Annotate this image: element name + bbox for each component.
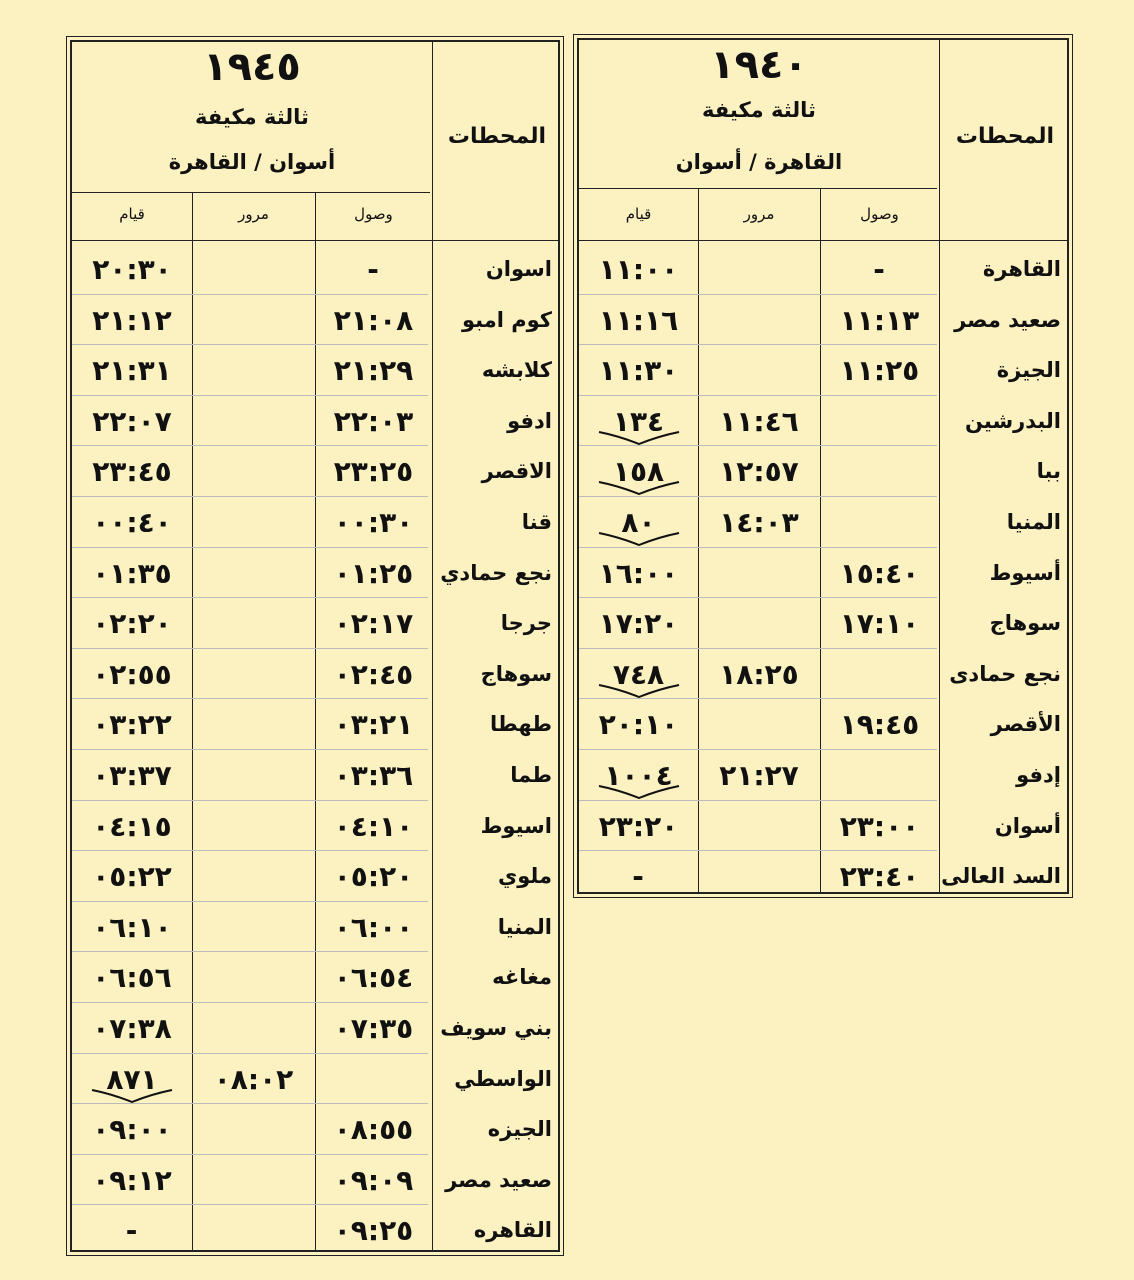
- depart-time: ١١:١٦: [598, 303, 679, 337]
- table-year: ١٩٤٠: [710, 42, 808, 88]
- station-name: قنا: [521, 510, 552, 534]
- timetable-1940: [577, 38, 1069, 894]
- row-divider: [579, 344, 937, 345]
- pass-time: [192, 396, 315, 447]
- arrival-time: ١١:٢٥: [839, 354, 920, 388]
- station-name: الأقصر: [990, 712, 1061, 737]
- arrival-time: [315, 1054, 432, 1105]
- station-name: إدفو: [1016, 763, 1061, 787]
- row-divider: [72, 648, 428, 649]
- table-class-label: ثالثة مكيفة: [195, 105, 309, 129]
- header-bottom-rule: [579, 240, 1067, 241]
- depart-time: ١٦:٠٠: [598, 556, 679, 590]
- station-name: طما: [510, 763, 552, 787]
- pass-time: [192, 1155, 315, 1206]
- depart-time: ٠٤:١٥: [92, 809, 172, 843]
- pass-header: مرور: [743, 205, 775, 223]
- table-row: [579, 699, 1067, 750]
- arrival-time: ٢١:٢٩: [333, 354, 414, 388]
- depart-time: ٢٣:٤٥: [92, 455, 172, 489]
- arrival-time: ٠٩:٠٩: [333, 1163, 414, 1197]
- pass-time: [698, 548, 820, 599]
- table-row: [72, 1104, 558, 1155]
- arrival-time: ٠٧:٣٥: [333, 1012, 414, 1045]
- row-divider: [579, 294, 937, 295]
- pass-time: [192, 295, 315, 346]
- station-name: صعيد مصر: [954, 307, 1061, 332]
- timetable-1945: [70, 40, 560, 1252]
- station-name: مغاغه: [492, 965, 552, 990]
- arrival-time: ١١:١٣: [839, 303, 920, 337]
- depart-time: ٠٠:٤٠: [92, 506, 172, 539]
- pass-time: [698, 295, 820, 346]
- row-divider: [72, 547, 428, 548]
- table-row: [579, 750, 1067, 801]
- pass-time: ٠٨:٠٢: [213, 1062, 294, 1096]
- table-row: [579, 801, 1067, 852]
- header-divider: [72, 192, 430, 193]
- depart-time: ٢٣:٢٠: [598, 809, 679, 843]
- row-divider: [72, 344, 428, 345]
- arrival-time: ٠٢:٤٥: [333, 657, 414, 691]
- row-divider: [72, 496, 428, 497]
- arrival-time: ٠٦:٥٤: [333, 961, 414, 995]
- row-divider: [579, 445, 937, 446]
- table-row: [579, 851, 1067, 902]
- row-divider: [72, 1103, 428, 1104]
- pass-time: [192, 548, 315, 599]
- table-row: [72, 952, 558, 1003]
- station-name: القاهره: [473, 1218, 552, 1243]
- depart-time: -: [632, 860, 645, 894]
- table-row: [72, 699, 558, 750]
- depart-time: ٠٢:٥٥: [92, 657, 172, 691]
- table-row: [579, 396, 1067, 447]
- row-divider: [72, 951, 428, 952]
- pass-time: [192, 598, 315, 649]
- row-divider: [72, 1002, 428, 1003]
- depart-time: ٠٣:٣٧: [92, 759, 172, 792]
- pass-time: ٢١:٢٧: [719, 759, 799, 792]
- row-divider: [579, 800, 937, 801]
- depart-time: ١١:٠٠: [598, 253, 679, 286]
- pass-time: [192, 649, 315, 700]
- table-route: القاهرة / أسوان: [675, 150, 843, 174]
- pass-time: [192, 952, 315, 1003]
- passing-mark-icon: [90, 1088, 174, 1104]
- depart-time: ٨٠: [621, 506, 656, 539]
- row-divider: [72, 1154, 428, 1155]
- table-route: أسوان / القاهرة: [168, 150, 336, 174]
- arrival-time: [820, 497, 939, 548]
- pass-header: مرور: [238, 205, 269, 223]
- stations-header: المحطات: [955, 124, 1055, 149]
- station-name: المنيا: [1006, 510, 1061, 534]
- arrival-time: ٢٢:٠٣: [333, 404, 414, 438]
- station-name: نجع حمادي: [440, 560, 552, 585]
- pass-time: [192, 244, 315, 295]
- passing-mark-icon: [597, 430, 681, 446]
- depart-time: ١٥٨: [612, 455, 665, 489]
- station-name: أسوان: [994, 813, 1061, 838]
- passing-mark-icon: [597, 784, 681, 800]
- arrival-time: ٢٣:٤٠: [839, 860, 920, 894]
- depart-time: ٠٩:١٢: [92, 1163, 172, 1197]
- pass-time: [192, 1003, 315, 1054]
- station-name: كلابشه: [481, 358, 552, 383]
- arrival-time: ٠١:٢٥: [333, 556, 414, 590]
- station-name: المنيا: [497, 914, 552, 939]
- arrival-time: ٠٤:١٠: [333, 809, 414, 843]
- arrival-time: ٠٣:٢١: [333, 708, 414, 742]
- table-row: [72, 851, 558, 902]
- station-name: ببا: [1036, 459, 1061, 484]
- row-divider: [72, 901, 428, 902]
- arrival-time: [820, 750, 939, 801]
- stations-header: المحطات: [447, 124, 547, 149]
- pass-time: ١١:٤٦: [719, 404, 799, 438]
- row-divider: [579, 648, 937, 649]
- table-row: [72, 801, 558, 852]
- row-divider: [72, 749, 428, 750]
- table-row: [72, 1003, 558, 1054]
- station-name: القاهرة: [982, 257, 1061, 281]
- row-divider: [579, 749, 937, 750]
- station-name: الاقصر: [481, 459, 552, 484]
- table-row: [72, 902, 558, 953]
- pass-time: [192, 801, 315, 852]
- table-row: [579, 244, 1067, 295]
- passing-mark-icon: [597, 480, 681, 496]
- table-row: [72, 497, 558, 548]
- arrival-time: -: [367, 253, 380, 286]
- arrival-time: [820, 446, 939, 497]
- station-name: اسيوط: [480, 813, 552, 838]
- depart-time: ٠٩:٠٠: [92, 1113, 172, 1147]
- pass-time: [192, 851, 315, 902]
- passing-mark-icon: [597, 531, 681, 547]
- arrival-time: ٠٥:٢٠: [333, 860, 414, 894]
- arrival-time: ١٥:٤٠: [839, 556, 920, 590]
- row-divider: [579, 496, 937, 497]
- station-name: ملوي: [498, 864, 552, 889]
- depart-time: -: [125, 1214, 139, 1248]
- station-name: جرجا: [500, 611, 552, 636]
- depart-time: ٠٦:١٠: [92, 910, 172, 944]
- pass-time: ١٢:٥٧: [719, 455, 799, 489]
- table-row: [72, 1205, 558, 1256]
- row-divider: [72, 1204, 428, 1205]
- depart-time: ٠٣:٢٢: [92, 708, 172, 742]
- depart-time: ١٠٠٤: [604, 759, 673, 792]
- row-divider: [579, 850, 937, 851]
- table-class-label: ثالثة مكيفة: [702, 98, 816, 122]
- arrival-time: ١٩:٤٥: [839, 708, 920, 742]
- arrival-header: وصول: [354, 205, 393, 223]
- table-row: [72, 345, 558, 396]
- station-name: صعيد مصر: [445, 1167, 552, 1192]
- table-row: [579, 497, 1067, 548]
- pass-time: [698, 345, 820, 396]
- table-row: [72, 598, 558, 649]
- station-name: الجيزة: [996, 358, 1061, 383]
- depart-time: ١١:٣٠: [598, 354, 679, 388]
- pass-time: [192, 446, 315, 497]
- depart-time: ٢١:١٢: [92, 303, 172, 337]
- arrival-time: ١٧:١٠: [839, 607, 920, 641]
- table-row: [72, 1054, 558, 1105]
- pass-time: [192, 902, 315, 953]
- depart-time: ٠٦:٥٦: [92, 961, 172, 995]
- station-name: الجيزه: [487, 1117, 552, 1142]
- pass-time: ١٨:٢٥: [719, 657, 799, 691]
- row-divider: [72, 445, 428, 446]
- station-name: سوهاج: [989, 611, 1061, 636]
- row-divider: [72, 395, 428, 396]
- arrival-header: وصول: [860, 205, 899, 223]
- row-divider: [72, 294, 428, 295]
- table-row: [72, 446, 558, 497]
- station-name: البدرشين: [965, 408, 1061, 433]
- passing-mark-icon: [597, 683, 681, 699]
- arrival-time: ٠٦:٠٠: [333, 910, 414, 944]
- pass-time: [192, 699, 315, 750]
- row-divider: [72, 1053, 428, 1054]
- row-divider: [579, 698, 937, 699]
- arrival-time: ٠٨:٥٥: [333, 1113, 414, 1147]
- station-name: اسوان: [485, 257, 552, 281]
- table-row: [579, 446, 1067, 497]
- station-name: نجع حمادى: [949, 661, 1061, 686]
- depart-time: ٨٧١: [106, 1062, 158, 1096]
- table-year: ١٩٤٥: [203, 44, 301, 90]
- pass-time: ١٤:٠٣: [719, 506, 799, 539]
- table-row: [72, 244, 558, 295]
- pass-time: [698, 699, 820, 750]
- row-divider: [72, 800, 428, 801]
- station-name: الواسطي: [454, 1066, 552, 1091]
- table-row: [72, 295, 558, 346]
- depart-time: ٠٢:٢٠: [92, 607, 172, 641]
- pass-time: [192, 1205, 315, 1256]
- table-row: [72, 396, 558, 447]
- depart-time: ٧٤٨: [612, 657, 665, 691]
- depart-time: ١٧:٢٠: [598, 607, 679, 641]
- depart-time: ٢٢:٠٧: [92, 404, 172, 438]
- header-divider: [579, 188, 937, 189]
- table-row: [72, 649, 558, 700]
- station-name: طهطا: [490, 712, 552, 737]
- arrival-time: ٢٣:٠٠: [839, 809, 920, 843]
- pass-time: [698, 244, 820, 295]
- pass-time: [192, 1104, 315, 1155]
- row-divider: [579, 597, 937, 598]
- depart-time: ٢٠:٣٠: [92, 253, 172, 286]
- pass-time: [698, 851, 820, 902]
- arrival-time: ٢١:٠٨: [333, 303, 414, 337]
- row-divider: [72, 850, 428, 851]
- arrival-time: -: [873, 253, 886, 286]
- table-row: [579, 345, 1067, 396]
- depart-time: ٢١:٣١: [92, 354, 172, 388]
- depart-time: ١٣٤: [612, 404, 665, 438]
- depart-header: قيام: [119, 205, 145, 223]
- arrival-time: ٠٠:٣٠: [333, 506, 414, 539]
- row-divider: [579, 395, 937, 396]
- pass-time: [698, 801, 820, 852]
- station-name: أسيوط: [989, 560, 1061, 585]
- depart-header: قيام: [625, 205, 652, 223]
- pass-time: [698, 598, 820, 649]
- pass-time: [192, 750, 315, 801]
- arrival-time: ٢٣:٢٥: [333, 455, 414, 489]
- arrival-time: [820, 649, 939, 700]
- station-name: ادفو: [507, 408, 552, 433]
- depart-time: ٢٠:١٠: [598, 708, 679, 742]
- station-name: سوهاج: [480, 661, 552, 686]
- station-name: السد العالى: [941, 864, 1061, 889]
- table-row: [72, 548, 558, 599]
- arrival-time: ٠٣:٣٦: [333, 759, 414, 792]
- pass-time: [192, 345, 315, 396]
- row-divider: [72, 597, 428, 598]
- table-row: [72, 1155, 558, 1206]
- station-name: بني سويف: [440, 1016, 552, 1040]
- table-row: [72, 750, 558, 801]
- depart-time: ٠١:٣٥: [92, 556, 172, 590]
- depart-time: ٠٥:٢٢: [92, 860, 172, 894]
- arrival-time: [820, 396, 939, 447]
- row-divider: [72, 698, 428, 699]
- table-row: [579, 548, 1067, 599]
- table-row: [579, 295, 1067, 346]
- row-divider: [579, 547, 937, 548]
- arrival-time: ٠٢:١٧: [333, 607, 414, 641]
- station-name: كوم امبو: [461, 307, 552, 332]
- table-row: [579, 598, 1067, 649]
- depart-time: ٠٧:٣٨: [92, 1012, 172, 1045]
- arrival-time: ٠٩:٢٥: [333, 1214, 414, 1248]
- pass-time: [192, 497, 315, 548]
- table-row: [579, 649, 1067, 700]
